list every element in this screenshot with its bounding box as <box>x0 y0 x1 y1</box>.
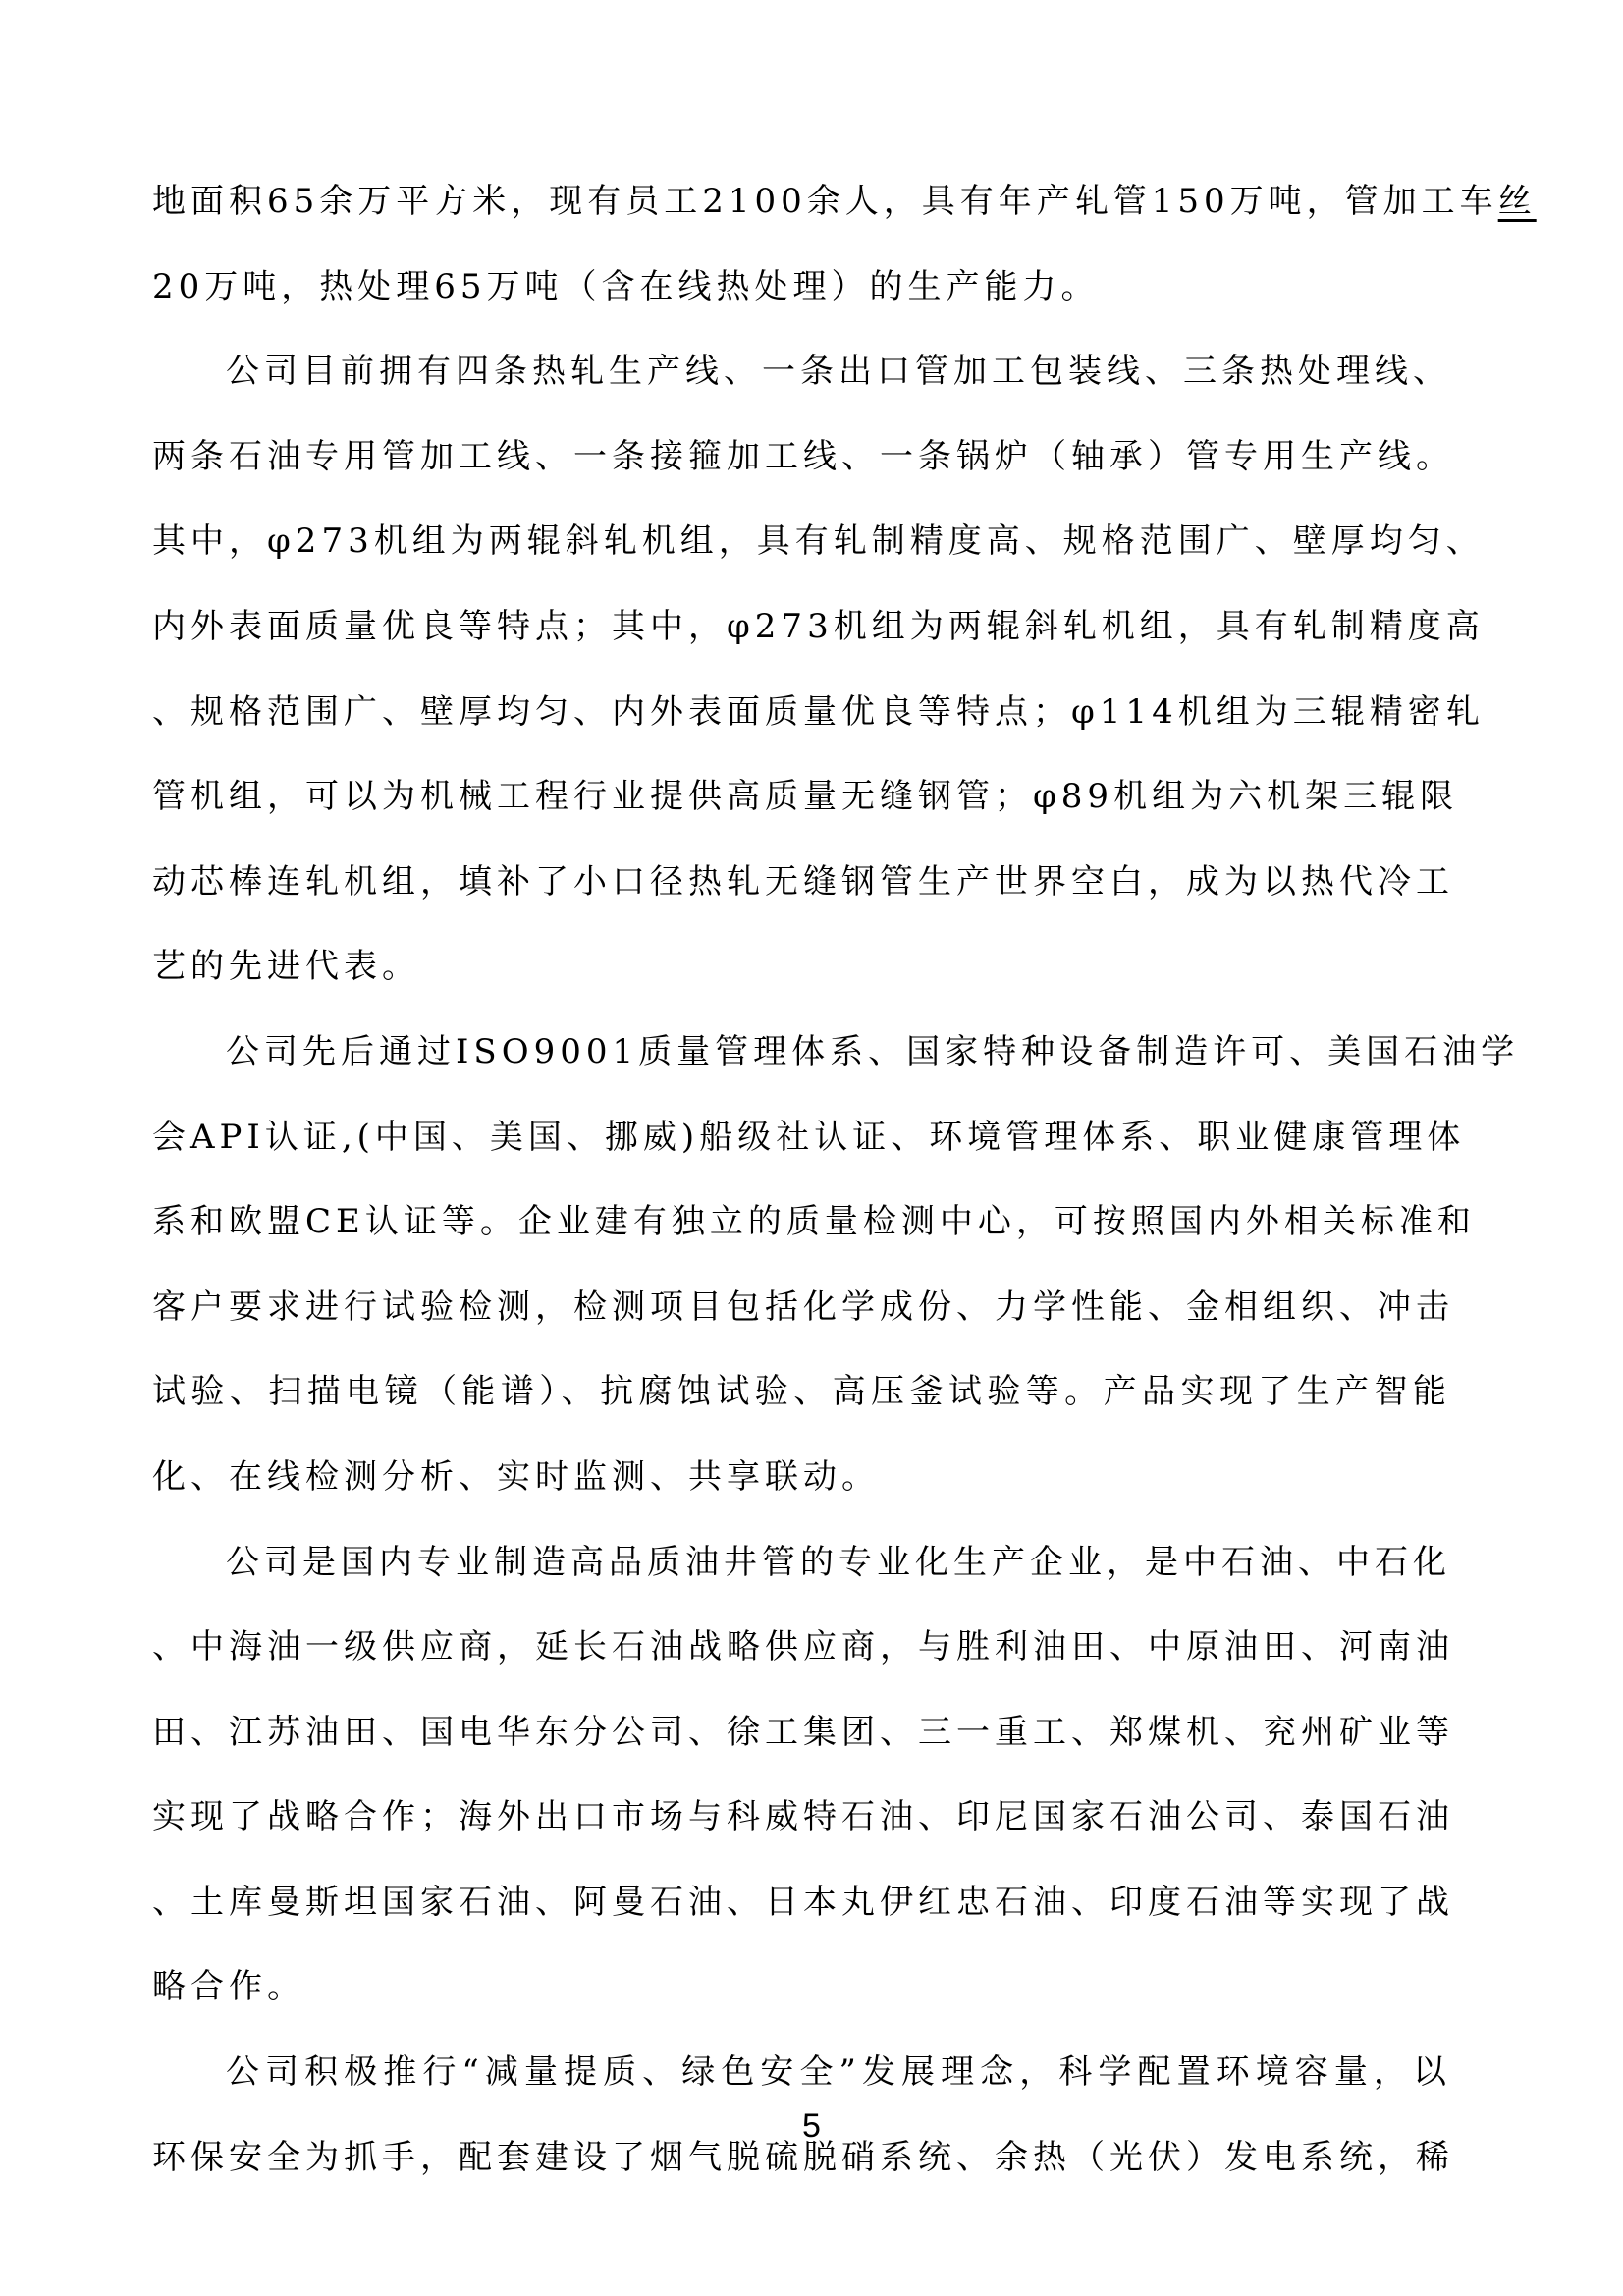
text-segment: 内外表面质量优良等特点；其中，φ273机组为两辊斜轧机组，具有轧制精度高 <box>152 606 1485 646</box>
text-line <box>152 840 1454 925</box>
text-segment: 会API认证,(中国、美国、挪威)船级社认证、环境管理体系、职业健康管理体 <box>152 1117 1466 1157</box>
text-segment: 田、江苏油田、国电华东分公司、徐工集团、三一重工、郑煤机、兖州矿业等 <box>152 1712 1454 1752</box>
text-segment: 、中海油一级供应商，延长石油战略供应商，与胜利油田、中原油田、河南油 <box>152 1627 1454 1667</box>
text-segment: 艺的先进代表。 <box>152 947 420 987</box>
page-body <box>152 159 1537 2200</box>
text-line <box>152 1435 1451 1520</box>
text-line <box>152 1690 1454 1776</box>
text-segment: 公司目前拥有四条热轧生产线、一条出口管加工包装线、三条热处理线、 <box>226 352 1451 392</box>
text-line <box>152 584 1485 670</box>
text-line <box>152 1349 1451 1435</box>
text-segment: 略合作。 <box>152 1967 305 2007</box>
text-line <box>152 1860 1454 1945</box>
text-line <box>152 159 1537 245</box>
text-line <box>152 414 1454 500</box>
text-segment: 试验、扫描电镜（能谱）、抗腐蚀试验、高压釜试验等。产品实现了生产智能 <box>152 1372 1451 1412</box>
text-segment: 公司先后通过ISO9001质量管理体系、国家特种设备制造许可、美国石油学 <box>226 1031 1520 1071</box>
text-line <box>152 754 1459 840</box>
text-segment: 客户要求进行试验检测，检测项目包括化学成份、力学性能、金相组织、冲击 <box>152 1286 1454 1327</box>
text-segment: 20万吨，热处理65万吨（含在线热处理）的生产能力。 <box>152 266 1100 306</box>
text-line <box>152 924 1451 1010</box>
text-segment: 实现了战略合作；海外出口市场与科威特石油、印尼国家石油公司、泰国石油 <box>152 1797 1454 1837</box>
underlined-text-segment: 丝 <box>1497 182 1537 221</box>
page-number: 5 <box>802 2107 821 2145</box>
text-line <box>152 1605 1454 1690</box>
text-line <box>152 1265 1454 1350</box>
text-segment: 化、在线检测分析、实时监测、共享联动。 <box>152 1456 880 1497</box>
text-segment: 公司积极推行“减量提质、绿色安全”发展理念，科学配置环境容量，以 <box>226 2052 1451 2093</box>
text-segment: 、规格范围广、壁厚均匀、内外表面质量优良等特点；φ114机组为三辊精密轧 <box>152 691 1485 732</box>
text-line <box>152 245 1451 330</box>
text-line <box>152 1520 1451 1606</box>
text-segment: 地面积65余万平方米，现有员工2100余人，具有年产轧管150万吨，管加工车 <box>152 182 1498 221</box>
text-segment: 环保安全为抓手，配套建设了烟气脱硫脱硝系统、余热（光伏）发电系统，稀 <box>152 2137 1454 2177</box>
text-line <box>152 1179 1476 1265</box>
text-line <box>152 1944 1451 2030</box>
text-line <box>152 670 1485 755</box>
text-segment: 两条石油专用管加工线、一条接箍加工线、一条锅炉（轴承）管专用生产线。 <box>152 436 1454 476</box>
text-line <box>152 1095 1466 1180</box>
text-segment: 公司是国内专业制造高品质油井管的专业化生产企业，是中石油、中石化 <box>226 1542 1451 1582</box>
text-segment: 系和欧盟CE认证等。企业建有独立的质量检测中心，可按照国内外相关标准和 <box>152 1202 1476 1242</box>
text-segment: 动芯棒连轧机组，填补了小口径热轧无缝钢管生产世界空白，成为以热代冷工 <box>152 861 1454 902</box>
text-segment: 、土库曼斯坦国家石油、阿曼石油、日本丸伊红忠石油、印度石油等实现了战 <box>152 1882 1454 1922</box>
text-line <box>152 329 1451 414</box>
text-segment: 其中，φ273机组为两辊斜轧机组，具有轧制精度高、规格范围广、壁厚均匀、 <box>152 521 1485 562</box>
text-line <box>152 1775 1454 1860</box>
text-line <box>152 1010 1520 1095</box>
text-segment: 管机组，可以为机械工程行业提供高质量无缝钢管；φ89机组为六机架三辊限 <box>152 777 1459 817</box>
text-line <box>152 499 1485 584</box>
